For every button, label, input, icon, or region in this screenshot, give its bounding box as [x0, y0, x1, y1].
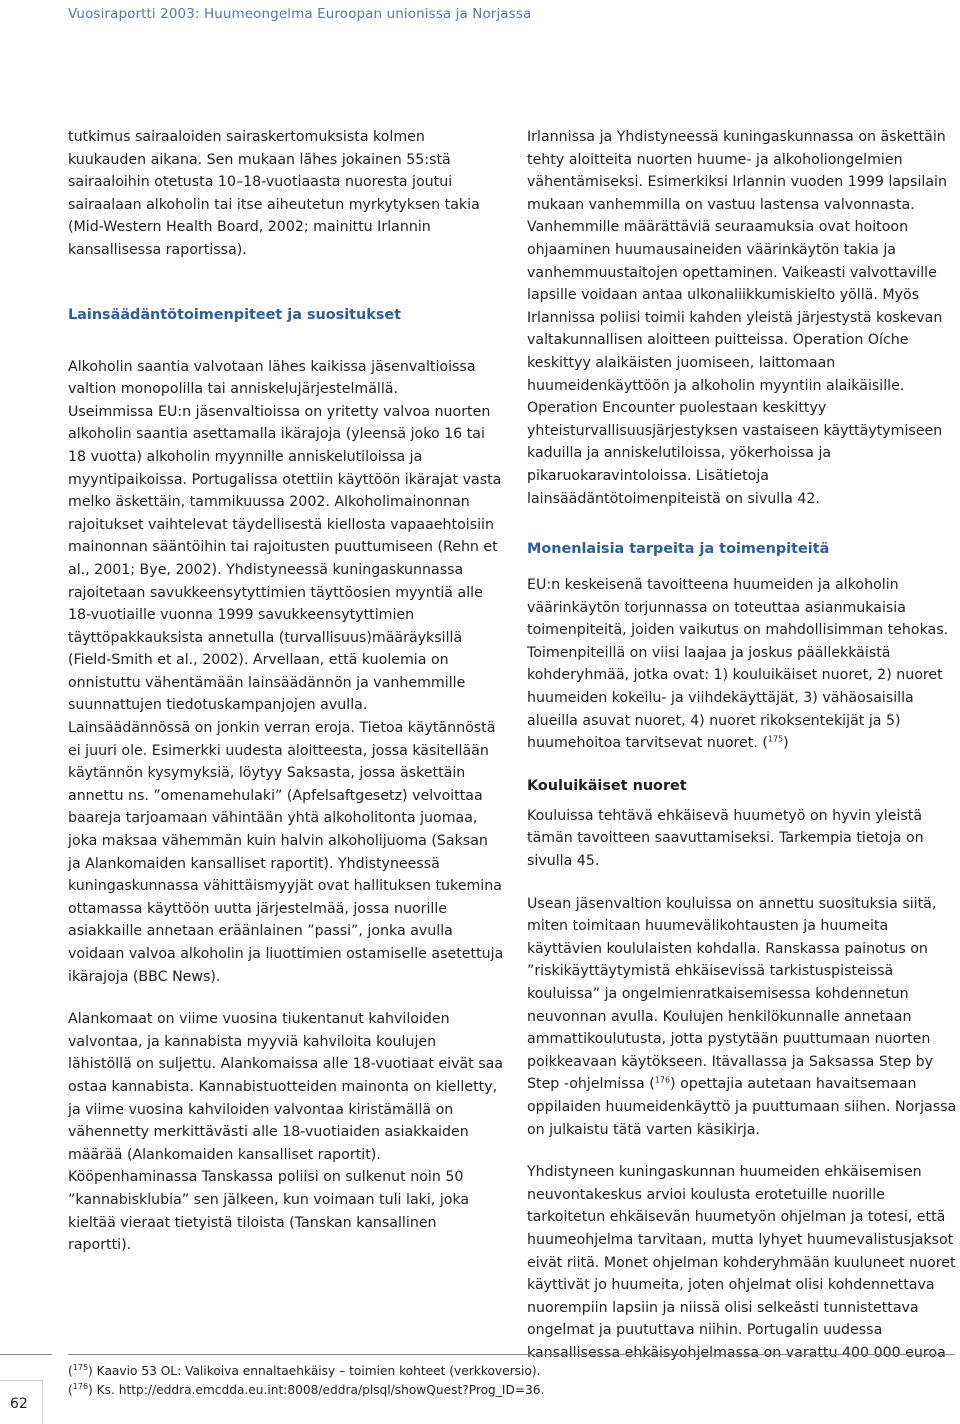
paragraph: Alkoholin saantia valvotaan lähes kaikissa jäsenvaltioissa valtion monopolilla tai anniskelujärjestelmällä. [68, 358, 476, 398]
paragraph: Alankomaat on viime vuosina tiukentanut kahviloiden valvontaa, ja kannabista myyviä kahviloita koulujen lähistöllä on suljettu. Alankomaissa alle 18-vuotiaat eivät saa ostaa kannabista. Kannabistuotteiden mainonta on kielletty, ja viime vuosina kahviloiden valvontaa kiristämällä on vähennetty merkittävästi alle 18-vuotiaiden asiakkaiden määrää (Alankomaiden kansalliset raportit). [68, 1011, 504, 1163]
left-column [68, 126, 504, 1257]
paragraph: Kööpenhaminassa Tanskassa poliisi on sulkenut noin 50 ”kannabisklubia” sen jälkeen, kun voimaan tuli laki, joka kieltää vieraat tietyistä tiloista (Tanskan kansallinen raportti). [68, 1169, 470, 1254]
paragraph-text: ) opettajia autetaan havaitsemaan oppilaiden huumeidenkäyttö ja puuttumaan siihen. Norjassa on julkaistu tätä varten käsikirja. [527, 1076, 957, 1138]
paragraph: Useimmissa EU:n jäsenvaltioissa on yritetty valvoa nuorten alkoholin saantia asettamalla ikärajoja (yleensä joko 16 tai 18 vuotta) alkoholin myynnille anniskelutiloissa ja myyntipaikoissa. Portugalissa otettiin käyttöön ikärajat vasta melko äskettäin, tammikuussa 2002. Alkoholimainonnan rajoitukset vaihtelevat täydellisestä kiellosta vapaaehtoisiin mainonnan sääntöihin tai rajoitusten puuttumiseen (Rehn et al., 2001; Bye, 2002). Yhdistyneessä kuningaskunnassa rajoitetaan savukkeensytyttimien täyttöosien myyntiä alle 18-vuotiaille vuonna 1999 savukkeensytyttimien täyttöpakkauksista annetulla (turvallisuus)määräyksillä (Field-Smith et al., 2002). Arvellaan, että kuolemia on onnistuttu vähentämään lainsäädännön ja vanhemmille suunnattujen tiedotuskampanjojen avulla. [68, 403, 502, 714]
subsection-heading: Kouluikäiset nuoret [527, 777, 687, 794]
footnote-paren: ( [68, 1364, 73, 1378]
paragraph [527, 574, 960, 755]
footnote-reference: 175 [767, 734, 784, 744]
footnote-text: ) Ks. http://eddra.emcdda.eu.int:8008/eddra/plsql/showQuest?Prog_ID=36. [88, 1382, 545, 1397]
paragraph: tutkimus sairaaloiden sairaskertomuksista kolmen kuukauden aikana. Sen mukaan lähes jokainen 55:stä sairaaloihin otetusta 10–18-vuotiaasta nuoresta joutui sairaalaan alkoholin tai itse aiheutetun myrkytyksen takia (Mid-Western Health Board, 2002; mainittu Irlannin kansallisessa raportissa). [68, 129, 480, 258]
footnote [68, 1362, 948, 1381]
footnote [68, 1381, 948, 1400]
footnote-text: ) Kaavio 53 OL: Valikoiva ennaltaehkäisy – toimien kohteet (verkkoversio). [88, 1364, 541, 1378]
footnote-number: 176 [72, 1381, 89, 1391]
footnotes [68, 1362, 948, 1399]
running-header: Vuosiraportti 2003: Huumeongelma Euroopan unionissa ja Norjassa [68, 6, 532, 22]
footnote-paren: ( [68, 1382, 73, 1397]
paragraph-text-end: ) [783, 735, 789, 752]
paragraph: Yhdistyneen kuningaskunnan huumeiden ehkäisemisen neuvontakeskus arvioi koulusta erotetuille nuorille tarkoitetun ehkäisevän huumetyön ohjelman ja totesi, että huumeohjelma tarvitaan, mutta lyhyet huumevalistusjaksot eivät riitä. Monet ohjelman kohderyhmään kuuluneet nuoret käyttivät jo huumeita, joten ohjelmat olisi kohdennettava nuorempiin lapsiin ja niissä olisi selkeästi tunnistettava ongelmat ja puututtava niihin. Portugalin uudessa kansallisessa ehkäisyohjelmassa on varattu 400 000 euroa [527, 1164, 956, 1361]
paragraph-text: Usean jäsenvaltion kouluissa on annettu suosituksia siitä, miten toimitaan huumevälikohtausten ja huumeita käyttävien koululaisten kohdalla. Ranskassa painotus on ”riskikäyttäytymistä ehkäisevissä tarkistuspisteissä kouluissa” ja ongelmienratkaisemisessa kohdennetun neuvonnan avulla. Koulujen henkilökunnalle annetaan ammattikoulutusta, jotta pystytään puuttumaan nuorten poikkeavaan käytökseen. Itävallassa ja Saksassa Step by Step -ohjelmissa ( [527, 895, 937, 1093]
footnote-reference: 176 [654, 1075, 671, 1085]
footnote-rule-left [0, 1354, 52, 1355]
right-column [527, 126, 960, 1365]
page-number: 62 [10, 1396, 28, 1412]
paragraph: Lainsäädännössä on jonkin verran eroja. Tietoa käytännöstä ei juuri ole. Esimerkki uudesta aloitteesta, jossa käsitellään käytännön kysymyksiä, löytyy Saksasta, jossa äskettäin annettu ns. ”omenamehulaki” (Apfelsaftgesetz) velvoittaa baareja tarjoamaan vähintään yhtä alkoholitonta juomaa, joka maksaa vähemmän kuin halvin alkoholijuoma (Saksan ja Alankomaiden kansalliset raportit). Yhdistyneessä kuningaskunnassa vähittäismyyjät ovat hallituksen tukemina ottamassa käyttöön uutta järjestelmää, jossa nuorille asiakkaille annetaan eräänlainen ”passi”, jonka avulla voidaan valvoa alkoholin ja liuottimien ostamiselle asetettuja ikärajoja (BBC News). [68, 720, 504, 985]
footnote-rule [68, 1354, 955, 1355]
section-heading: Monenlaisia tarpeita ja toimenpiteitä [527, 541, 830, 558]
paragraph [527, 893, 960, 1142]
paragraph-text: EU:n keskeisenä tavoitteena huumeiden ja alkoholin väärinkäytön torjunnassa on toteuttaa asianmukaisia toimenpiteitä, joiden vaikutus on mahdollisimman tehokas. Toimenpiteillä on viisi laajaa ja joskus päällekkäistä kohderyhmää, jotka ovat: 1) kouluikäiset nuoret, 2) nuoret huumeiden kokeilu- ja viihdekäyttäjät, 3) vähäosaisilla alueilla asuvat nuoret, 4) nuoret rikoksentekijät ja 5) huumehoitoa tarvitsevat nuoret. ( [527, 577, 949, 752]
footnote-number: 175 [72, 1362, 89, 1372]
paragraph: Irlannissa ja Yhdistyneessä kuningaskunnassa on äskettäin tehty aloitteita nuorten huume- ja alkoholiongelmien vähentämiseksi. Esimerkiksi Irlannin vuoden 1999 lapsilain mukaan vanhemmilla on vastuu lastensa valvonnasta. Vanhemmille määrättäviä seuraamuksia ovat hoitoon ohjaaminen huumausaineiden väärinkäytön takia ja vanhemmuustaitojen opettaminen. Vaikeasti valvottaville lapsille voidaan antaa ulkonaliikkumiskielto yöllä. Myös Irlannissa poliisi toimii kahden yleistä järjestystä koskevan valtakunnallisen aloitteen puitteissa. Operation Oíche keskittyy alaikäisten juomiseen, laittomaan huumeidenkäyttöön ja alkoholin myyntiin alaikäisille. Operation Encounter puolestaan keskittyy yhteisturvallisuusjärjestyksen vastaiseen käyttäytymiseen kaduilla ja anniskelutiloissa, yökerhoissa ja pikaruokaravintoloissa. Lisätietoja lainsäädäntötoimenpiteistä on sivulla 42. [527, 129, 947, 507]
paragraph: Kouluissa tehtävä ehkäisevä huumetyö on hyvin yleistä tämän tavoitteen saavuttamiseksi. Tarkempia tietoja on sivulla 45. [527, 807, 924, 870]
section-heading: Lainsäädäntötoimenpiteet ja suositukset [68, 306, 402, 323]
